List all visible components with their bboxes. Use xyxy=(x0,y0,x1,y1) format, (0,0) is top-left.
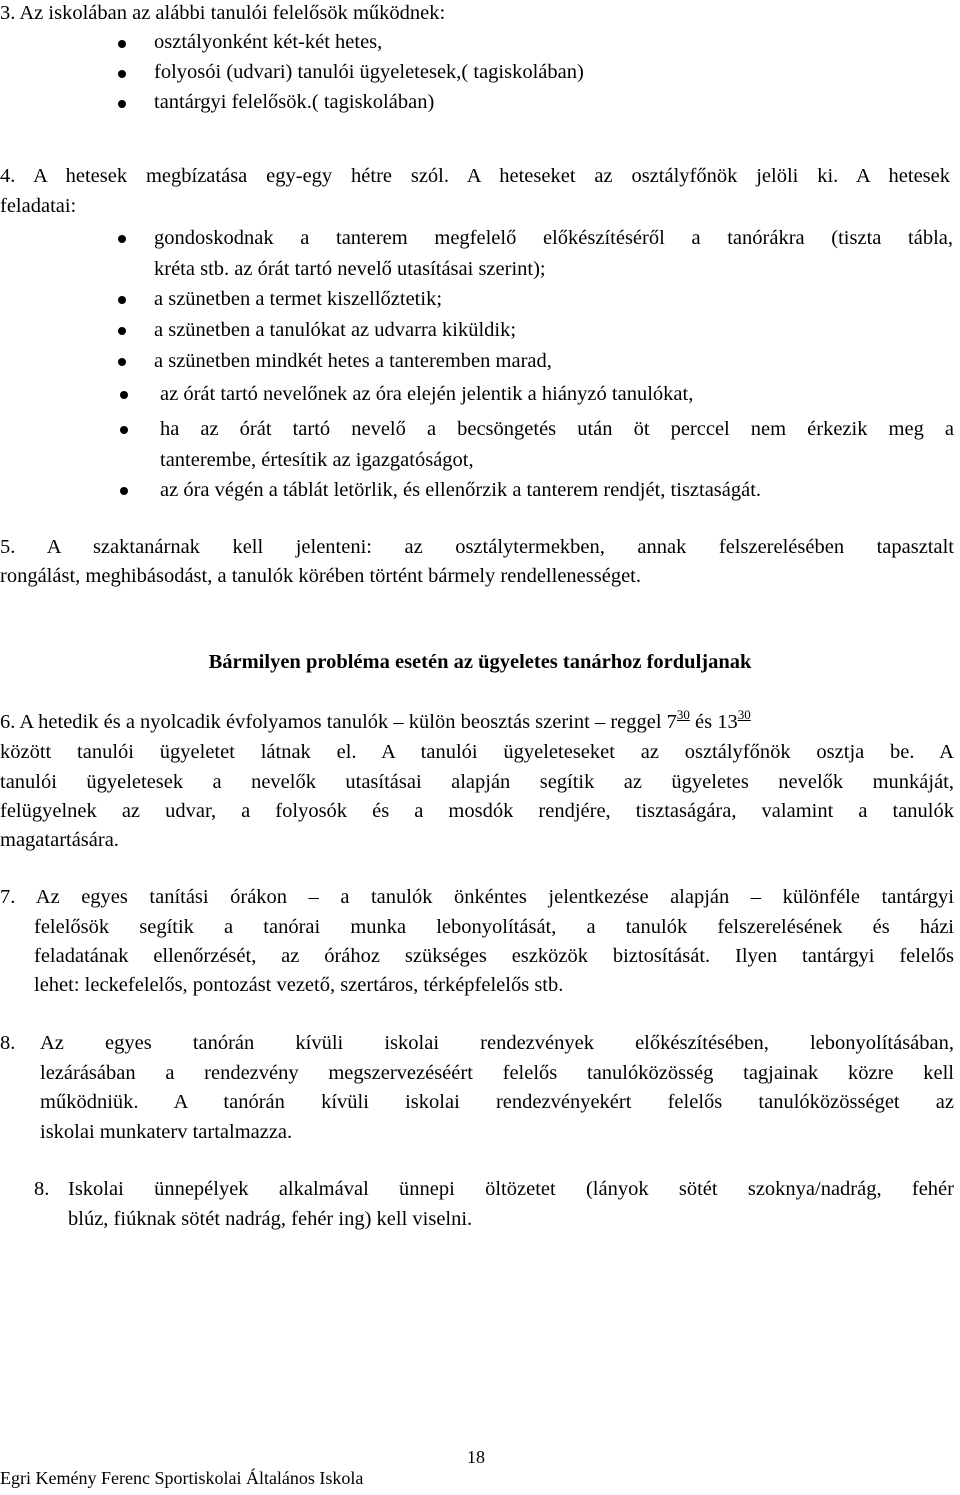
section-4-line: 4. A hetesek megbízatása egy-egy hétre szól. A heteseket az osztályfőnök jelöli ki. A hetesek xyxy=(0,165,950,187)
bullet-icon xyxy=(120,487,128,495)
list-item-continuation: tanterembe, értesítik az igazgatóságot, xyxy=(160,449,474,471)
section-6-text: 6. A hetedik és a nyolcadik évfolyamos tanulók – külön beosztás szerint – reggel 7 xyxy=(0,711,677,733)
page-number: 18 xyxy=(467,1447,485,1467)
section-8-number: 8. xyxy=(0,1032,16,1054)
section-8-line: iskolai munkaterv tartalmazza. xyxy=(40,1121,293,1143)
list-item: a szünetben a termet kiszellőztetik; xyxy=(154,288,443,310)
bullet-icon xyxy=(118,40,126,48)
time-superscript: 30 xyxy=(737,707,751,722)
section-7-line: 7. Az egyes tanítási órákon – a tanulók önkéntes jelentkezése alapján – különféle tantárgyi xyxy=(0,886,954,908)
list-item: a szünetben a tanulókat az udvarra kiküldik; xyxy=(154,319,517,341)
section-6-line: magatartására. xyxy=(0,829,119,851)
section-8b-number: 8. xyxy=(34,1178,50,1200)
bullet-icon xyxy=(120,391,128,399)
section-5-line: rongálást, meghibásodást, a tanulók körében történt bármely rendellenességet. xyxy=(0,565,641,587)
section-6-line: között tanulói ügyeletet látnak el. A tanulói ügyeleteseket az osztályfőnök osztja be. A xyxy=(0,741,954,763)
notice-heading: Bármilyen probléma esetén az ügyeletes tanárhoz forduljanak xyxy=(208,651,752,673)
time-superscript: 30 xyxy=(676,707,690,722)
bullet-icon xyxy=(118,327,126,335)
footer-school-name: Egri Kemény Ferenc Sportiskolai Általános Iskola xyxy=(0,1468,364,1488)
section-8-line: működniük. A tanórán kívüli iskolai rendezvényekért felelős tanulóközösséget az xyxy=(40,1091,954,1113)
section-6-text: és 13 xyxy=(689,711,738,733)
bullet-icon xyxy=(118,235,126,243)
bullet-icon xyxy=(118,70,126,78)
bullet-icon xyxy=(118,358,126,366)
section-4-line: feladatai: xyxy=(0,195,77,217)
section-7-line: lehet: leckefelelős, pontozást vezető, szertáros, térképfelelős stb. xyxy=(34,974,564,996)
bullet-icon xyxy=(118,100,126,108)
section-8-line: Az egyes tanórán kívüli iskolai rendezvények előkészítésében, lebonyolításában, xyxy=(40,1032,954,1054)
section-3-heading: 3. Az iskolában az alábbi tanulói felelősök működnek: xyxy=(0,2,446,24)
section-6-line-1 xyxy=(0,707,954,734)
section-8-line: lezárásában a rendezvény megszervezéséért felelős tanulóközösség tagjainak közre kell xyxy=(40,1062,954,1084)
section-8b-line: Iskolai ünnepélyek alkalmával ünnepi öltözetet (lányok sötét szoknya/nadrág, fehér xyxy=(68,1178,954,1200)
section-6-line: felügyelnek az udvar, a folyosók és a mosdók rendjére, tisztaságára, valamint a tanulók xyxy=(0,800,954,822)
section-8b-line: blúz, fiúknak sötét nadrág, fehér ing) kell viselni. xyxy=(68,1208,473,1230)
section-6-line: tanulói ügyeletesek a nevelők utasításai alapján segítik az ügyeletes nevelők munkáját, xyxy=(0,771,954,793)
list-item: folyosói (udvari) tanulói ügyeletesek,( tagiskolában) xyxy=(154,61,584,83)
list-item: ha az órát tartó nevelő a becsöngetés után öt perccel nem érkezik meg a xyxy=(160,418,954,440)
list-item: az órát tartó nevelőnek az óra elején jelentik a hiányzó tanulókat, xyxy=(160,383,694,405)
list-item: a szünetben mindkét hetes a tanteremben marad, xyxy=(154,350,552,372)
list-item: tantárgyi felelősök.( tagiskolában) xyxy=(154,91,435,113)
section-5-line: 5. A szaktanárnak kell jelenteni: az osztálytermekben, annak felszerelésében tapasztalt xyxy=(0,536,954,558)
list-item-continuation: kréta stb. az órát tartó nevelő utasításai szerint); xyxy=(154,258,546,280)
list-item: osztályonként két-két hetes, xyxy=(154,31,383,53)
list-item: gondoskodnak a tanterem megfelelő előkészítéséről a tanórákra (tiszta tábla, xyxy=(154,227,953,249)
bullet-icon xyxy=(120,426,128,434)
section-7-line: feladatának ellenőrzését, az órához szükséges eszközök biztosítását. Ilyen tantárgyi felelős xyxy=(34,945,954,967)
section-7-line: felelősök segítik a tanórai munka lebonyolítását, a tanulók felszerelésének és házi xyxy=(34,916,954,938)
bullet-icon xyxy=(118,296,126,304)
list-item: az óra végén a táblát letörlik, és ellenőrzik a tanterem rendjét, tisztaságát. xyxy=(160,479,762,501)
